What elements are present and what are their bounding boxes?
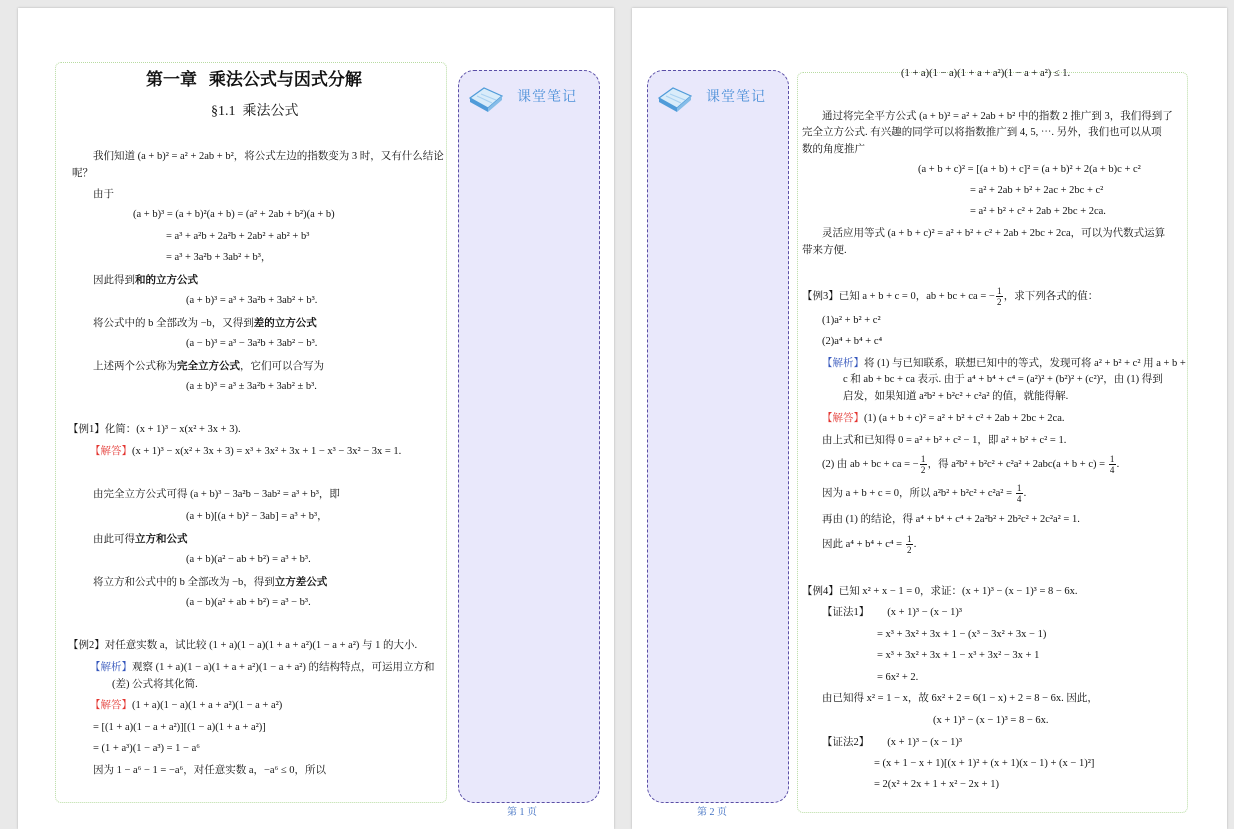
- analysis-text: 观察 (1 + a)(1 − a)(1 + a + a²)(1 − a + a²) 的结构特点，可运用立方和: [132, 662, 435, 673]
- key-term: 立方差公式: [274, 576, 328, 588]
- fraction: [1109, 454, 1116, 475]
- formula-line: (x + 1)³ − (x − 1)³ = 8 − 6x.: [933, 715, 1049, 726]
- example-1-heading: [68, 423, 241, 437]
- text-line: 由于: [93, 189, 114, 200]
- formula-line: (a − b)³ = a³ − 3a²b + 3ab² − b³.: [186, 338, 318, 349]
- key-term: 完全立方公式: [177, 360, 240, 372]
- key-term: 立方和公式: [135, 533, 188, 545]
- proof-2: [822, 736, 962, 750]
- answer-text: (1) (a + b + c)² = a² + b² + c² + 2ab + 2bc + 2ca.: [864, 413, 1065, 424]
- class-notes-panel: [458, 70, 600, 803]
- class-notes-panel: [647, 70, 789, 803]
- text-line: [93, 273, 198, 288]
- answer-text-line: 由上式和已知得 0 = a² + b² + c² − 1，即 a² + b² + c² = 1.: [822, 435, 1067, 446]
- fraction-denominator: 2: [920, 465, 926, 476]
- example-3-heading: [802, 286, 1098, 308]
- intro-paragraph-line: 呢？: [72, 168, 93, 179]
- example-text: 已知 a + b + c = 0，ab + bc + ca = −: [838, 291, 995, 302]
- page-number: 第 1 页: [507, 807, 537, 818]
- example-label: 【例4】: [802, 586, 839, 597]
- notes-title: 课堂笔记: [706, 89, 766, 105]
- analysis-text-line: 启发，如果知道 a²b² + b²c² + c²a² 的值，就能得解.: [843, 391, 1069, 402]
- text-segment: 因此 a⁴ + b⁴ + c⁴ =: [822, 539, 905, 550]
- fraction-numerator: 1: [1109, 454, 1115, 465]
- fraction-numerator: 1: [1016, 483, 1022, 494]
- formula-line: = 2(x² + 2x + 1 + x² − 2x + 1): [874, 779, 999, 790]
- page-1: [18, 8, 614, 829]
- formula-line: = x³ + 3x² + 3x + 1 − (x³ − 3x² + 3x − 1): [877, 629, 1047, 640]
- text-segment: ，它们可以合写为: [240, 361, 324, 372]
- section-title: §1.1 乘法公式: [211, 104, 299, 119]
- text-segment: .: [1116, 459, 1120, 470]
- text-line: 由完全立方公式可得 (a + b)³ − 3a²b − 3ab² = a³ + b³，即: [93, 489, 340, 500]
- formula-line: (a + b + c)² = [(a + b) + c]² = (a + b)² + 2(a + b)c + c²: [918, 164, 1141, 175]
- text-segment: 上述两个公式称为: [93, 361, 177, 372]
- formula-line: = a² + b² + c² + 2ab + 2bc + 2ca.: [970, 206, 1106, 217]
- example-1-answer: [90, 445, 401, 459]
- notes-title: 课堂笔记: [517, 89, 577, 105]
- proof-label: 【证法1】: [822, 607, 870, 618]
- text-segment: 由此可得: [93, 534, 135, 545]
- fraction: [920, 454, 927, 475]
- answer-text-line: 再由 (1) 的结论，得 a⁴ + b⁴ + c⁴ + 2a²b² + 2b²c² + 2c²a² = 1.: [822, 514, 1080, 525]
- example-text: 已知 x² + x − 1 = 0，求证：(x + 1)³ − (x − 1)³ = 8 − 6x.: [838, 586, 1078, 597]
- text-segment: .: [1023, 488, 1027, 499]
- example-4-heading: [802, 585, 1078, 599]
- analysis-label: 【解析】: [822, 358, 864, 369]
- formula-line: (a + b)³ = a³ + 3a²b + 3ab² + b³.: [186, 295, 318, 306]
- question-item: (1)a² + b² + c²: [822, 315, 881, 326]
- question-item: (2)a⁴ + b⁴ + c⁴: [822, 336, 883, 347]
- text-line: [93, 532, 188, 547]
- formula-line: = a³ + 3a²b + 3ab² + b³，: [166, 252, 272, 263]
- fraction: [996, 286, 1003, 307]
- answer-text-line: [822, 454, 1119, 476]
- answer-label: 【解答】: [90, 700, 132, 711]
- fraction: [906, 534, 913, 555]
- answer-text-line: [822, 483, 1026, 505]
- fraction-denominator: 2: [906, 545, 912, 556]
- formula-line: (a − b)(a² + ab + b²) = a³ − b³.: [186, 597, 311, 608]
- fraction-denominator: 4: [1016, 494, 1022, 505]
- text-line: 因为 1 − a⁶ − 1 = −a⁶，对任意实数 a，−a⁶ ≤ 0，所以: [93, 765, 326, 776]
- example-3-answer: [822, 412, 1064, 426]
- chapter-title: 第一章 乘法公式与因式分解: [146, 70, 362, 90]
- book-icon: [468, 84, 504, 114]
- book-icon: [657, 84, 693, 114]
- paragraph-line: 数的角度推广: [802, 144, 865, 155]
- formula-line: (a + b)³ = (a + b)²(a + b) = (a² + 2ab + b²)(a + b): [133, 209, 335, 220]
- answer-label: 【解答】: [822, 413, 864, 424]
- fraction-denominator: 2: [997, 297, 1002, 308]
- example-text: 对任意实数 a，试比较 (1 + a)(1 − a)(1 + a + a²)(1 − a + a²) 与 1 的大小.: [104, 640, 418, 651]
- text-segment: (2) 由 ab + bc + ca = −: [822, 459, 919, 470]
- page-number: 第 2 页: [697, 807, 727, 818]
- formula-line: (a + b)[(a + b)² − 3ab] = a³ + b³，: [186, 511, 328, 522]
- formula-line: = (1 + a³)(1 − a³) = 1 − a⁶: [93, 743, 200, 754]
- fraction: [1016, 483, 1023, 504]
- fraction-numerator: 1: [920, 454, 926, 465]
- proof-expression: (x + 1)³ − (x − 1)³: [887, 737, 963, 748]
- paragraph-line: 完全立方公式. 有兴趣的同学可以将指数推广到 4, 5, ⋯. 另外，我们也可以从项: [802, 127, 1162, 138]
- example-label: 【例2】: [68, 640, 105, 651]
- text-line: 由已知得 x² = 1 − x，故 6x² + 2 = 6(1 − x) + 2 = 8 − 6x. 因此，: [822, 693, 1098, 704]
- example-2-analysis: [90, 661, 435, 675]
- example-text: ，求下列各式的值：: [1003, 291, 1099, 302]
- intro-paragraph-line: 我们知道 (a + b)² = a² + 2ab + b²，将公式左边的指数变为 3 时，又有什么结论: [93, 151, 444, 162]
- text-segment: 因此得到: [93, 275, 135, 286]
- text-segment: .: [913, 539, 917, 550]
- example-label: 【例3】: [802, 291, 839, 302]
- formula-line: = a³ + a²b + 2a²b + 2ab² + ab² + b³: [166, 231, 310, 242]
- formula-line: = a² + 2ab + b² + 2ac + 2bc + c²: [970, 185, 1104, 196]
- formula-line: (a + b)(a² − ab + b²) = a³ + b³.: [186, 554, 311, 565]
- analysis-label: 【解析】: [90, 662, 132, 673]
- answer-text: (1 + a)(1 − a)(1 + a + a²)(1 − a + a²): [132, 700, 283, 711]
- analysis-text-line: c 和 ab + bc + ca 表示. 由于 a⁴ + b⁴ + c⁴ = (a²)² + (b²)² + (c²)²，由 (1) 得到: [843, 374, 1163, 385]
- paragraph-line: 带来方便.: [802, 245, 847, 256]
- formula-line: = x³ + 3x² + 3x + 1 − x³ + 3x² − 3x + 1: [877, 650, 1040, 661]
- answer-text: (x + 1)³ − x(x² + 3x + 3) = x³ + 3x² + 3x + 1 − x³ − 3x² − 3x = 1.: [132, 446, 402, 457]
- text-segment: 将立方和公式中的 b 全部改为 −b，得到: [93, 577, 275, 588]
- fraction-numerator: 1: [906, 534, 912, 545]
- example-text: 化简：(x + 1)³ − x(x² + 3x + 3).: [104, 424, 241, 435]
- answer-label: 【解答】: [90, 446, 132, 457]
- formula-line: = 6x² + 2.: [877, 672, 919, 683]
- fraction-numerator: 1: [997, 286, 1002, 297]
- proof-label: 【证法2】: [822, 737, 870, 748]
- proof-1: [822, 606, 962, 620]
- example-3-analysis: [822, 357, 1186, 371]
- key-term: 差的立方公式: [253, 317, 317, 329]
- paragraph-line: 灵活应用等式 (a + b + c)² = a² + b² + c² + 2ab + 2bc + 2ca，可以为代数式运算: [822, 228, 1166, 239]
- formula-line: = [(1 + a)(1 − a + a²)][(1 − a)(1 + a + a²)]: [93, 722, 266, 733]
- answer-text-line: [822, 534, 916, 556]
- example-label: 【例1】: [68, 424, 105, 435]
- text-line: [93, 575, 327, 590]
- proof-expression: (x + 1)³ − (x − 1)³: [887, 607, 963, 618]
- fraction-denominator: 4: [1109, 465, 1115, 476]
- example-2-heading: [68, 639, 417, 653]
- key-term: 和的立方公式: [135, 274, 198, 286]
- text-line: [93, 359, 324, 374]
- analysis-text-line: (差) 公式将其化简.: [112, 679, 198, 690]
- analysis-text: 将 (1) 与已知联系，联想已知中的等式，发现可将 a² + b² + c² 用 a + b +: [864, 358, 1186, 369]
- text-segment: 将公式中的 b 全部改为 −b，又得到: [93, 318, 254, 329]
- formula-line: (a ± b)³ = a³ ± 3a²b + 3ab² ± b³.: [186, 381, 317, 392]
- example-2-answer: [90, 699, 282, 713]
- formula-line: = (x + 1 − x + 1)[(x + 1)² + (x + 1)(x − 1) + (x − 1)²]: [874, 758, 1095, 769]
- formula-line: (1 + a)(1 − a)(1 + a + a²)(1 − a + a²) ≤ 1.: [901, 68, 1071, 79]
- text-line: [93, 316, 317, 331]
- paragraph-line: 通过将完全平方公式 (a + b)² = a² + 2ab + b² 中的指数 2 推广到 3，我们得到了: [822, 111, 1173, 122]
- page-2: [632, 8, 1227, 829]
- text-segment: ，得 a²b² + b²c² + c²a² + 2abc(a + b + c) =: [927, 459, 1108, 470]
- text-segment: 因为 a + b + c = 0，所以 a²b² + b²c² + c²a² =: [822, 488, 1015, 499]
